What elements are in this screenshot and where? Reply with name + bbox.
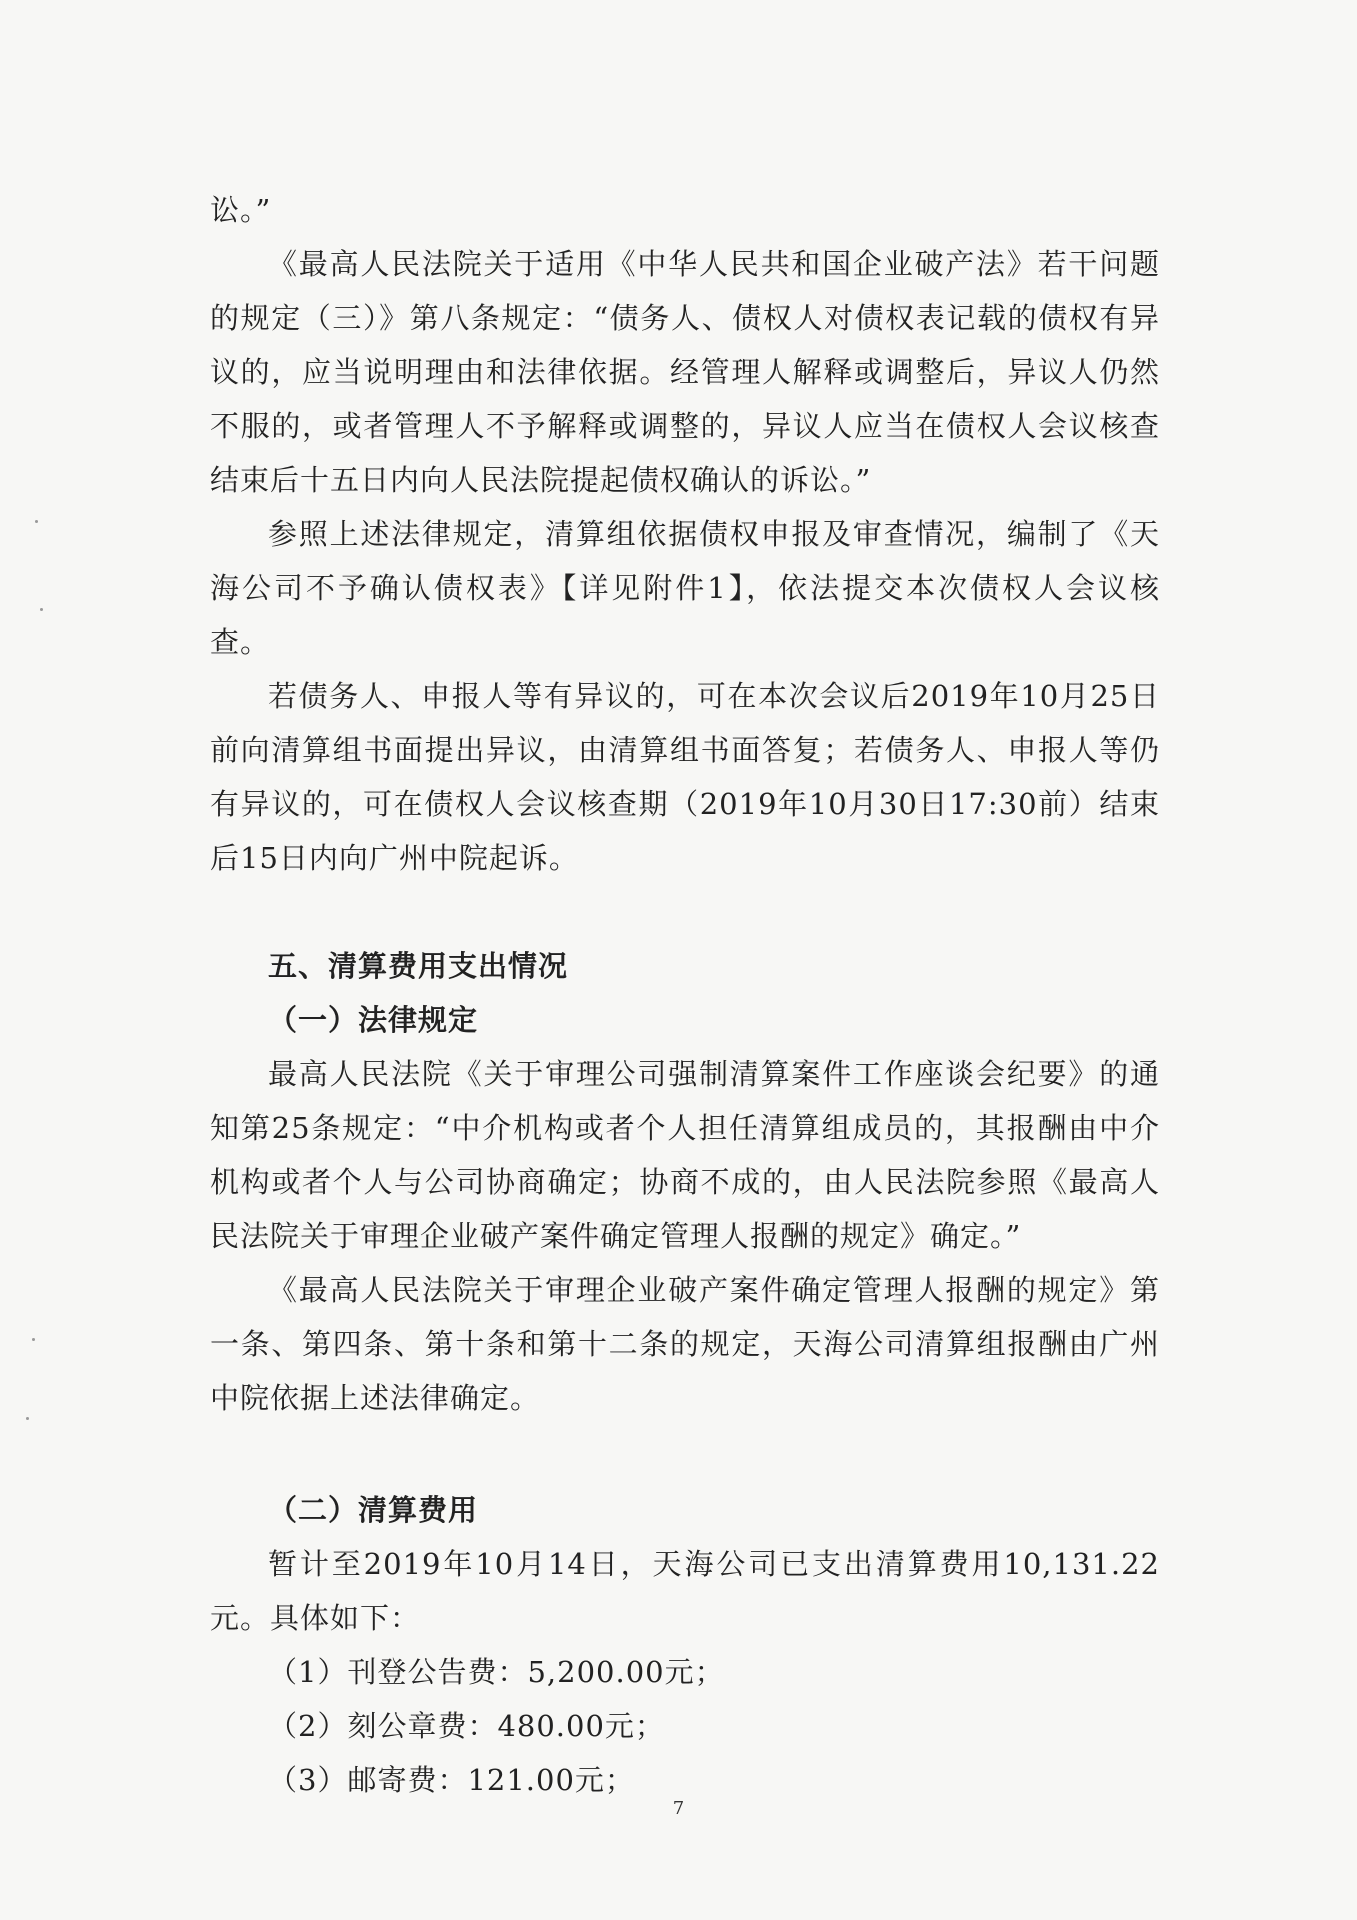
paragraph-continuation: 讼。” [210, 193, 272, 227]
subsection-heading-liquidation-costs: （二）清算费用 [268, 1493, 479, 1527]
list-item: （2）刻公章费：480.00元； [268, 1709, 665, 1743]
paragraph-legal-provision-quote: 《最高人民法院关于适用《中华人民共和国企业破产法》若干问题的规定（三）》第八条规定：“债务人、债权人对债权表记载的债权有异议的，应当说明理由和法律依据。经管理人解释或调整后，异议人仍然不服的，或者管理人不予解释或调整的，异议人应当在债权人会议核查结束后十五日内向人民法院提起债权确认的诉讼。” [210, 247, 1160, 497]
list-item: （1）刊登公告费：5,200.00元； [268, 1655, 725, 1689]
section-heading-liquidation-expenses: 五、清算费用支出情况 [268, 949, 569, 983]
subsection-heading-legal-provisions: （一）法律规定 [268, 1003, 479, 1037]
scan-speck [40, 608, 43, 611]
scan-speck [26, 1417, 29, 1420]
list-item: （3）邮寄费：121.00元； [268, 1763, 635, 1797]
document-body [210, 183, 1160, 1807]
scan-speck [32, 1338, 35, 1341]
scan-speck [35, 520, 38, 523]
paragraph-claims-table: 参照上述法律规定，清算组依据债权申报及审查情况，编制了《天海公司不予确认债权表》【详见附件1】，依法提交本次债权人会议核查。 [210, 517, 1160, 659]
paragraph-costs-summary: 暂计至2019年10月14日，天海公司已支出清算费用10,131.22元。具体如下： [210, 1547, 1160, 1635]
paragraph-remuneration-rule: 最高人民法院《关于审理公司强制清算案件工作座谈会纪要》的通知第25条规定：“中介机构或者个人担任清算组成员的，其报酬由中介机构或者个人与公司协商确定；协商不成的，由人民法院参照《最高人民法院关于审理企业破产案件确定管理人报酬的规定》确定。” [210, 1057, 1160, 1253]
paragraph-remuneration-determination: 《最高人民法院关于审理企业破产案件确定管理人报酬的规定》第一条、第四条、第十条和第十二条的规定，天海公司清算组报酬由广州中院依据上述法律确定。 [210, 1273, 1160, 1415]
page-number: 7 [672, 1798, 685, 1819]
paragraph-objection-procedure: 若债务人、申报人等有异议的，可在本次会议后2019年10月25日前向清算组书面提出异议，由清算组书面答复；若债务人、申报人等仍有异议的，可在债权人会议核查期（2019年10月30日17:30前）结束后15日内向广州中院起诉。 [210, 679, 1160, 875]
